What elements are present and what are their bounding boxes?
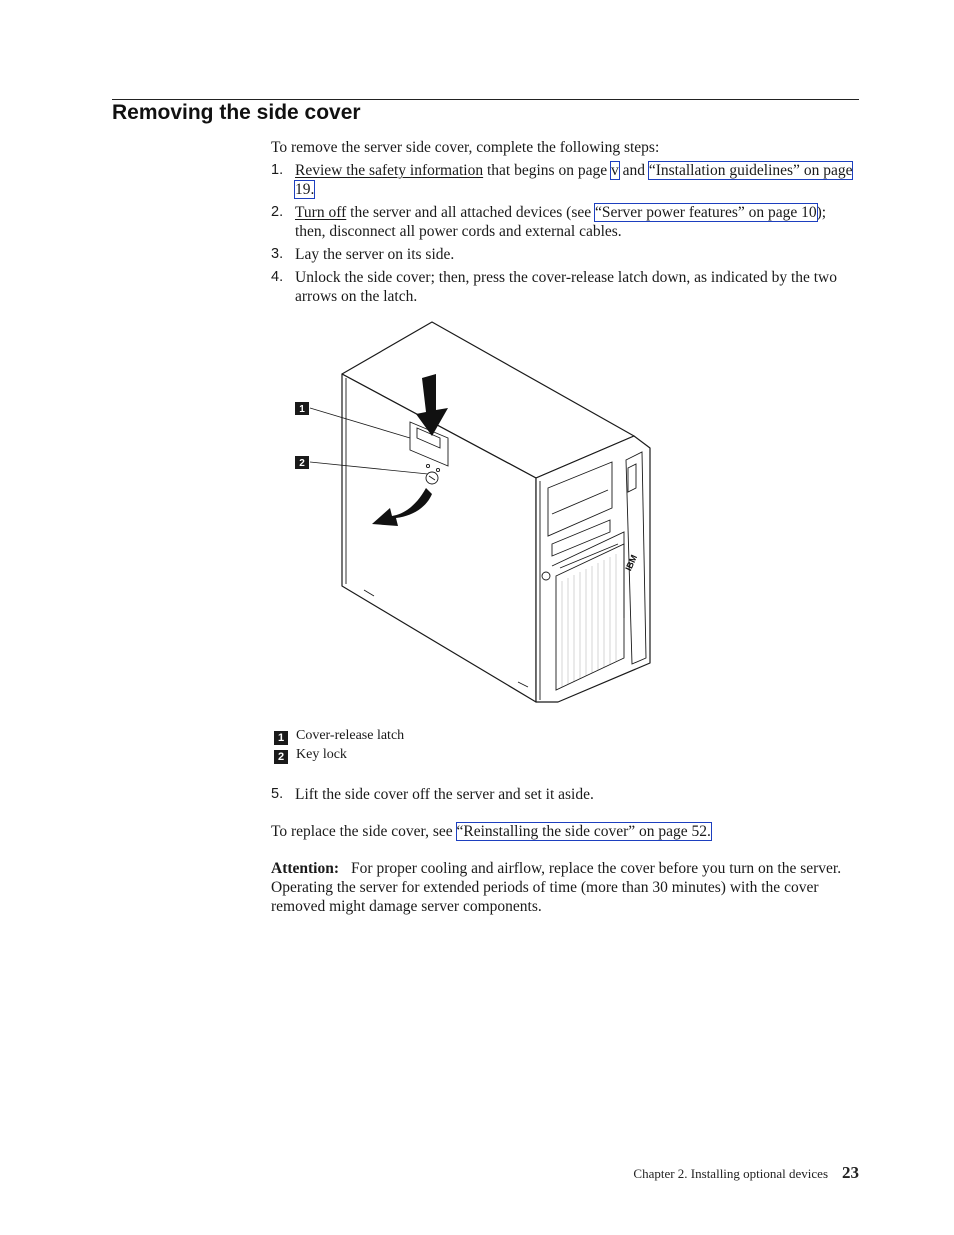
section-title: Removing the side cover [112, 101, 361, 124]
server-cover-illustration [280, 318, 660, 713]
reinstalling-side-cover-link[interactable]: “Reinstalling the side cover” on page 52. [456, 823, 711, 840]
step-text: Lay the server on its side. [295, 246, 455, 263]
step-text: Review the safety information that begins on page v and “Installation guidelines” on page 19. [295, 162, 853, 198]
step-number: 5. [271, 786, 284, 802]
step-number: 1. [271, 162, 284, 178]
callout-2-label: 2 [299, 458, 305, 469]
step-text: Unlock the side cover; then, press the cover-release latch down, as indicated by the two arrows on the latch. [295, 269, 838, 305]
page-number: 23 [842, 1163, 859, 1182]
installation-guidelines-link[interactable]: “Installation guidelines” on page 19. [295, 162, 853, 198]
callout-1-label: 1 [299, 404, 305, 415]
header-rule [112, 99, 859, 100]
step-text: Lift the side cover off the server and set it aside. [295, 786, 594, 803]
replace-paragraph: To replace the side cover, see “Reinstalling the side cover” on page 52. [271, 823, 711, 840]
server-power-features-link[interactable]: “Server power features” on page 10 [595, 204, 817, 221]
attention-label: Attention: [271, 860, 340, 877]
turn-off-link[interactable]: Turn off [295, 204, 347, 221]
step-number: 4. [271, 269, 284, 285]
step-number: 3. [271, 246, 284, 262]
ibm-logo: IBM [623, 553, 640, 573]
chapter-title: Chapter 2. Installing optional devices [633, 1166, 828, 1181]
attention-text: For proper cooling and airflow, replace the cover before you turn on the server. Operating the server for extended periods of time (more than 30 minutes) with the cover removed might damage server components. [271, 860, 842, 915]
legend-label: Key lock [296, 747, 347, 762]
page-v-link[interactable]: v [610, 162, 619, 179]
legend-item [274, 745, 347, 764]
legend-number: 1 [274, 731, 288, 745]
legend-label: Cover-release latch [296, 728, 405, 743]
step-text: Turn off the server and all attached devices (see “Server power features” on page 10); then, disconnect all power cords and external cables. [295, 204, 827, 240]
legend-item [274, 726, 404, 745]
legend-number: 2 [274, 750, 288, 764]
safety-information-link[interactable]: Review the safety information [295, 162, 484, 179]
attention-paragraph [271, 859, 861, 916]
page-footer [633, 1163, 859, 1183]
step-number: 2. [271, 204, 284, 220]
intro-text: To remove the server side cover, complete the following steps: [271, 139, 660, 156]
